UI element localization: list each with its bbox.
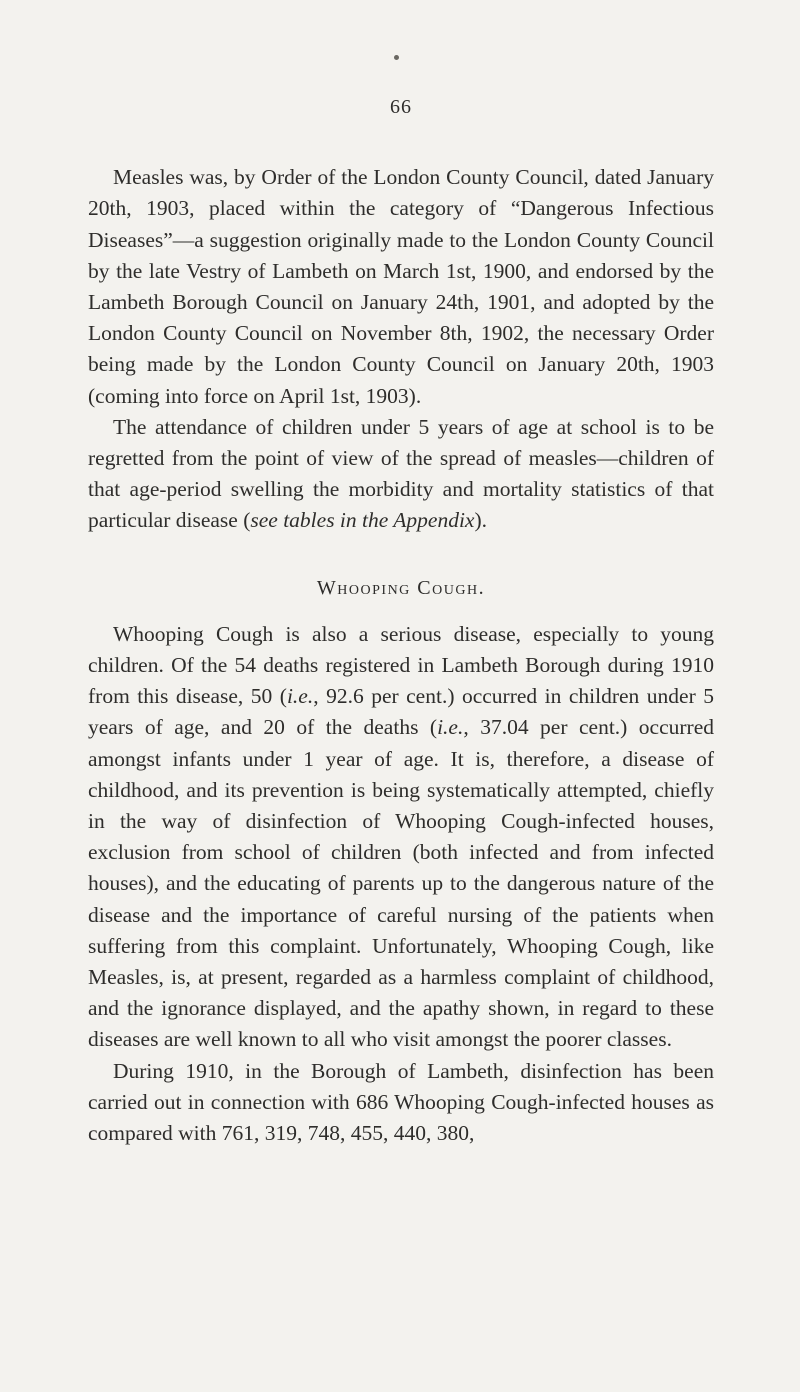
paragraph-attendance [88,412,714,537]
attendance-text: The attendance of children under 5 years of age at school is to be regretted from the point of view of the spread of measles—children of that age-period swelling the morbidity and mortality statistics of that particular disease ( [88,414,714,533]
paragraph-measles-order: Measles was, by Order of the London County Council, dated January 20th, 1903, placed within the category of “Dangerous Infectious Diseases”—a suggestion originally made to the London County Council by the late Vestry of Lambeth on March 1st, 1900, and endorsed by the Lambeth Borough Council on January 24th, 1901, and adopted by the London County Council on November 8th, 1902, the necessary Order being made by the London County Council on January 20th, 1903 (coming into force on April 1st, 1903). [88,165,714,408]
paragraph-disinfection: During 1910, in the Borough of Lambeth, disinfection has been carried out in connection with 686 Whooping Cough-infected houses as compared with 761, 319, 748, 455, 440, 380, [88,1058,714,1146]
ie-abbrev-2: i.e. [437,715,464,740]
paragraph-whooping-intro [88,619,714,1056]
ink-speck [394,55,399,60]
whooping-text-2: , 92.6 per cent.) occurred in children under 5 years of age, and 20 of the deaths ( [88,684,714,740]
page-number: 66 [390,96,412,118]
section-heading: Whooping Cough. [316,576,486,599]
whooping-text-1: Whooping Cough is also a serious disease, especially to young children. Of the 54 deaths registered in Lambeth Borough during 1910 from this disease, 50 ( [88,621,714,709]
attendance-text-end: ). [474,508,488,533]
whooping-text-3: , 37.04 per cent.) occurred amongst infants under 1 year of age. It is, therefore, a disease of childhood, and its prevention is being systematically attempted, chiefly in the way of disinfection of Whooping Cough-infected houses, exclusion from school of children (both infected and from infected houses), and the educating of parents up to the dangerous nature of the disease and the importance of careful nursing of the patients when suffering from this complaint. Unfortunately, Whooping Cough, like Measles, is, at present, regarded as a harmless complaint of childhood, and the ignorance displayed, and the apathy shown, in regard to these diseases are well known to all who visit amongst the poorer classes. [88,715,714,1052]
appendix-reference: see tables in the Appendix [250,508,475,533]
ie-abbrev-1: i.e. [286,684,314,709]
